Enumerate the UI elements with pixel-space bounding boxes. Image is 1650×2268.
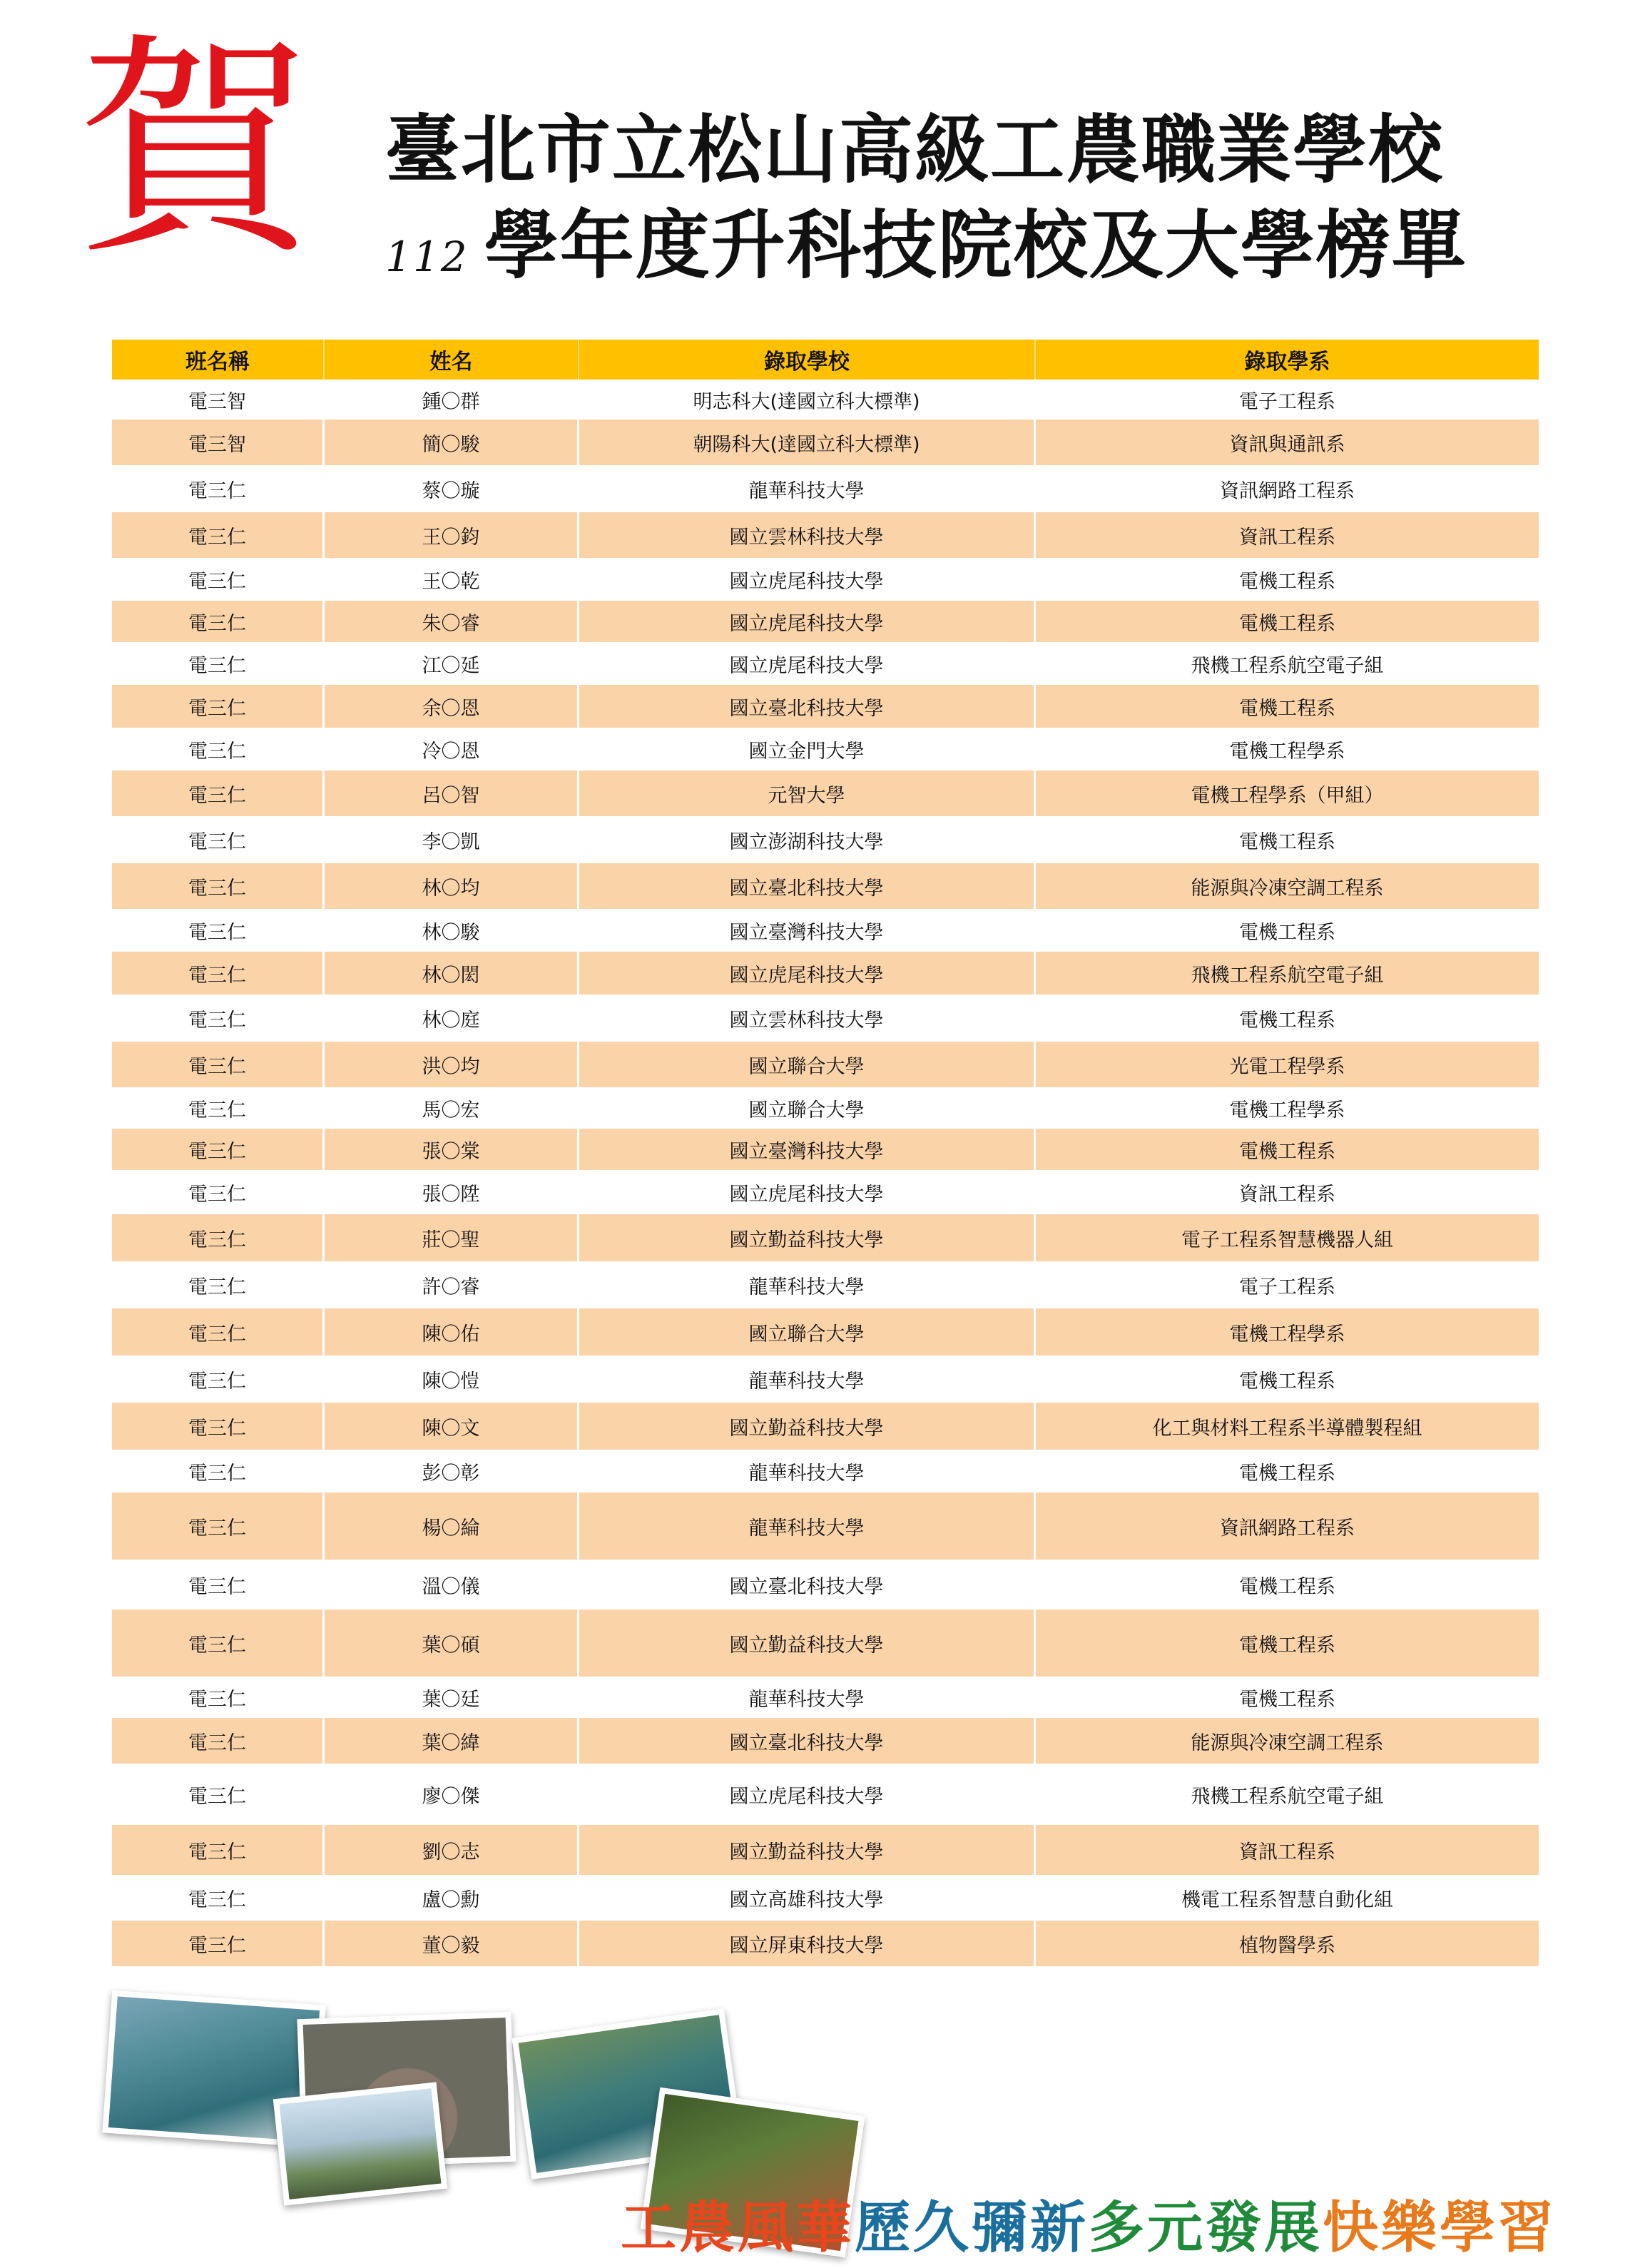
table-row: [112, 558, 1539, 601]
class-cell: 電三仁: [112, 1875, 325, 1921]
class-cell: 電三仁: [112, 1921, 325, 1966]
slogan-part-4: 快樂學習: [1323, 2196, 1557, 2260]
school-cell: 國立雲林科技大學: [579, 995, 1036, 1042]
school-slogan: [621, 2183, 1557, 2263]
table-row: [112, 771, 1539, 816]
admission-table: [112, 340, 1539, 1966]
table-row: [112, 419, 1539, 465]
name-cell: 林〇均: [325, 863, 579, 909]
congrats-character: 賀: [77, 13, 312, 287]
department-cell: 植物醫學系: [1239, 1934, 1335, 1957]
name-cell: 陳〇愷: [325, 1356, 579, 1403]
department-cell: 電機工程系: [1239, 830, 1335, 853]
table-row: [112, 1356, 1539, 1403]
name-cell: 廖〇傑: [325, 1764, 579, 1825]
school-cell: 國立雲林科技大學: [579, 512, 1036, 558]
name-cell: 朱〇睿: [325, 601, 579, 642]
class-cell: 電三仁: [112, 1450, 325, 1492]
class-cell: 電三智: [112, 380, 325, 419]
class-cell: 電三仁: [112, 1677, 325, 1718]
name-cell: 陳〇佑: [325, 1308, 579, 1356]
table-row: [112, 1677, 1539, 1718]
department-cell: 電子工程系: [1239, 1276, 1335, 1298]
school-cell: 國立勤益科技大學: [579, 1825, 1036, 1875]
class-cell: 電三仁: [112, 1560, 325, 1610]
department-cell: 能源與冷凍空調工程系: [1191, 1731, 1384, 1754]
table-row: [112, 1610, 1539, 1677]
class-cell: 電三仁: [112, 1170, 325, 1214]
class-cell: 電三仁: [112, 465, 325, 512]
class-cell: 電三仁: [112, 685, 325, 728]
school-cell: 國立虎尾科技大學: [579, 601, 1036, 642]
class-cell: 電三仁: [112, 863, 325, 909]
name-cell: 冷〇恩: [325, 728, 579, 771]
name-cell: 陳〇文: [325, 1403, 579, 1450]
department-cell: 電機工程系: [1239, 1575, 1335, 1598]
name-cell: 莊〇聖: [325, 1214, 579, 1261]
table-row: [112, 1403, 1539, 1450]
school-cell: 國立虎尾科技大學: [579, 1764, 1036, 1825]
department-cell: 電機工程系: [1239, 1688, 1335, 1711]
name-cell: 簡〇駿: [325, 419, 579, 465]
column-header-school: 錄取學校: [579, 340, 1036, 380]
class-cell: 電三仁: [112, 512, 325, 558]
department-cell: 電機工程系: [1239, 570, 1335, 593]
name-cell: 董〇毅: [325, 1921, 579, 1966]
school-cell: 國立虎尾科技大學: [579, 642, 1036, 685]
table-row: [112, 909, 1539, 952]
table-row: [112, 685, 1539, 728]
photo-collage: [107, 1994, 856, 2208]
table-row: [112, 1560, 1539, 1610]
name-cell: 王〇乾: [325, 558, 579, 601]
class-cell: 電三仁: [112, 816, 325, 863]
school-cell: 朝陽科大(達國立科大標準): [579, 419, 1036, 465]
name-cell: 葉〇廷: [325, 1677, 579, 1718]
school-cell: 國立臺灣科技大學: [579, 1129, 1036, 1170]
department-cell: 電機工程系: [1239, 612, 1335, 635]
school-title: 臺北市立松山高級工農職業學校: [385, 106, 1445, 193]
class-cell: 電三仁: [112, 952, 325, 995]
class-cell: 電三仁: [112, 1403, 325, 1450]
clock-tower-photo: [273, 2082, 447, 2205]
school-cell: 國立高雄科技大學: [579, 1875, 1036, 1921]
table-row: [112, 1129, 1539, 1170]
school-cell: 國立聯合大學: [579, 1087, 1036, 1129]
school-cell: 國立勤益科技大學: [579, 1214, 1036, 1261]
school-cell: 元智大學: [579, 771, 1036, 816]
name-cell: 葉〇緯: [325, 1718, 579, 1764]
table-row: [112, 1087, 1539, 1129]
department-cell: 資訊工程系: [1239, 526, 1335, 549]
school-cell: 國立勤益科技大學: [579, 1403, 1036, 1450]
table-row: [112, 601, 1539, 642]
class-cell: 電三仁: [112, 1087, 325, 1129]
department-cell: 電機工程系: [1239, 1462, 1335, 1485]
department-cell: 電機工程系: [1239, 1370, 1335, 1393]
name-cell: 李〇凱: [325, 816, 579, 863]
table-row: [112, 952, 1539, 995]
name-cell: 劉〇志: [325, 1825, 579, 1875]
school-cell: 龍華科技大學: [579, 1450, 1036, 1492]
class-cell: 電三仁: [112, 1492, 325, 1560]
school-cell: 龍華科技大學: [579, 1677, 1036, 1718]
table-row: [112, 1825, 1539, 1875]
table-row: [112, 1261, 1539, 1308]
table-row: [112, 1308, 1539, 1356]
department-cell: 電機工程系: [1239, 697, 1335, 720]
table-row: [112, 995, 1539, 1042]
department-cell: 電機工程學系: [1229, 740, 1345, 763]
table-row: [112, 1921, 1539, 1966]
name-cell: 彭〇彰: [325, 1450, 579, 1492]
name-cell: 林〇庭: [325, 995, 579, 1042]
table-row: [112, 728, 1539, 771]
name-cell: 盧〇勳: [325, 1875, 579, 1921]
name-cell: 鍾〇群: [325, 380, 579, 419]
table-row: [112, 1450, 1539, 1492]
department-cell: 資訊網路工程系: [1220, 479, 1355, 502]
name-cell: 余〇恩: [325, 685, 579, 728]
department-cell: 飛機工程系航空電子組: [1191, 654, 1384, 677]
list-title-text: 學年度升科技院校及大學榜單: [484, 202, 1467, 289]
table-row: [112, 816, 1539, 863]
department-cell: 資訊工程系: [1239, 1841, 1335, 1863]
school-cell: 國立聯合大學: [579, 1042, 1036, 1087]
table-row: [112, 1492, 1539, 1560]
department-cell: 電機工程學系: [1229, 1099, 1345, 1122]
department-cell: 機電工程系智慧自動化組: [1181, 1888, 1393, 1911]
name-cell: 楊〇綸: [325, 1492, 579, 1560]
table-row: [112, 1875, 1539, 1921]
slogan-part-2: 歷久彌新: [855, 2196, 1089, 2260]
table-header: [112, 340, 1539, 380]
name-cell: 呂〇智: [325, 771, 579, 816]
school-cell: 國立勤益科技大學: [579, 1610, 1036, 1677]
table-row: [112, 1764, 1539, 1825]
school-cell: 龍華科技大學: [579, 1356, 1036, 1403]
table-body: [112, 380, 1539, 1966]
department-cell: 電機工程系: [1239, 1009, 1335, 1032]
name-cell: 馬〇宏: [325, 1087, 579, 1129]
class-cell: 電三仁: [112, 995, 325, 1042]
column-header-department: 錄取學系: [1244, 350, 1330, 375]
name-cell: 林〇駿: [325, 909, 579, 952]
department-cell: 電機工程系: [1239, 921, 1335, 944]
name-cell: 溫〇儀: [325, 1560, 579, 1610]
class-cell: 電三智: [112, 419, 325, 465]
class-cell: 電三仁: [112, 1825, 325, 1875]
school-cell: 國立臺北科技大學: [579, 863, 1036, 909]
name-cell: 林〇閎: [325, 952, 579, 995]
name-cell: 王〇鈞: [325, 512, 579, 558]
class-cell: 電三仁: [112, 1610, 325, 1677]
table-row: [112, 1170, 1539, 1214]
table-row: [112, 1718, 1539, 1764]
department-cell: 化工與材料工程系半導體製程組: [1152, 1417, 1422, 1440]
school-cell: 龍華科技大學: [579, 1261, 1036, 1308]
school-cell: 國立臺北科技大學: [579, 1718, 1036, 1764]
table-row: [112, 642, 1539, 685]
department-cell: 電機工程系: [1239, 1140, 1335, 1163]
department-cell: 資訊工程系: [1239, 1183, 1335, 1206]
school-cell: 龍華科技大學: [579, 465, 1036, 512]
school-cell: 國立金門大學: [579, 728, 1036, 771]
class-cell: 電三仁: [112, 642, 325, 685]
department-cell: 飛機工程系航空電子組: [1191, 1785, 1384, 1808]
department-cell: 電機工程學系（甲組）: [1191, 784, 1384, 807]
list-title: [385, 203, 1467, 300]
school-cell: 國立虎尾科技大學: [579, 1170, 1036, 1214]
slogan-part-3: 多元發展: [1089, 2196, 1323, 2260]
name-cell: 張〇陞: [325, 1170, 579, 1214]
table-row: [112, 1214, 1539, 1261]
table-row: [112, 863, 1539, 909]
class-cell: 電三仁: [112, 558, 325, 601]
class-cell: 電三仁: [112, 601, 325, 642]
school-cell: 國立虎尾科技大學: [579, 952, 1036, 995]
class-cell: 電三仁: [112, 1042, 325, 1087]
school-cell: 國立臺北科技大學: [579, 685, 1036, 728]
name-cell: 許〇睿: [325, 1261, 579, 1308]
department-cell: 飛機工程系航空電子組: [1191, 964, 1384, 987]
department-cell: 資訊網路工程系: [1220, 1517, 1355, 1540]
department-cell: 電子工程系: [1239, 390, 1335, 413]
class-cell: 電三仁: [112, 1129, 325, 1170]
school-cell: 國立澎湖科技大學: [579, 816, 1036, 863]
class-cell: 電三仁: [112, 1261, 325, 1308]
school-cell: 國立屏東科技大學: [579, 1921, 1036, 1966]
class-cell: 電三仁: [112, 909, 325, 952]
class-cell: 電三仁: [112, 1718, 325, 1764]
table-row: [112, 380, 1539, 419]
academic-year: 112: [385, 233, 469, 281]
class-cell: 電三仁: [112, 728, 325, 771]
name-cell: 張〇棠: [325, 1129, 579, 1170]
school-cell: 明志科大(達國立科大標準): [579, 380, 1036, 419]
table-row: [112, 465, 1539, 512]
department-cell: 電子工程系智慧機器人組: [1181, 1229, 1393, 1251]
school-cell: 國立虎尾科技大學: [579, 558, 1036, 601]
class-cell: 電三仁: [112, 1764, 325, 1825]
department-cell: 能源與冷凍空調工程系: [1191, 877, 1384, 900]
class-cell: 電三仁: [112, 771, 325, 816]
column-header-class: 班名稱: [112, 340, 325, 380]
slogan-part-1: 工農風華: [621, 2196, 855, 2260]
class-cell: 電三仁: [112, 1308, 325, 1356]
school-cell: 國立臺北科技大學: [579, 1560, 1036, 1610]
department-cell: 電機工程系: [1239, 1634, 1335, 1657]
class-cell: 電三仁: [112, 1214, 325, 1261]
table-row: [112, 1042, 1539, 1087]
department-cell: 電機工程學系: [1229, 1323, 1345, 1346]
name-cell: 葉〇碩: [325, 1610, 579, 1677]
school-cell: 國立臺灣科技大學: [579, 909, 1036, 952]
department-cell: 資訊與通訊系: [1229, 433, 1345, 456]
name-cell: 洪〇均: [325, 1042, 579, 1087]
school-cell: 龍華科技大學: [579, 1492, 1036, 1560]
table-row: [112, 512, 1539, 558]
name-cell: 江〇延: [325, 642, 579, 685]
class-cell: 電三仁: [112, 1356, 325, 1403]
school-cell: 國立聯合大學: [579, 1308, 1036, 1356]
column-header-name: 姓名: [325, 340, 579, 380]
name-cell: 蔡〇璇: [325, 465, 579, 512]
department-cell: 光電工程學系: [1229, 1055, 1345, 1078]
